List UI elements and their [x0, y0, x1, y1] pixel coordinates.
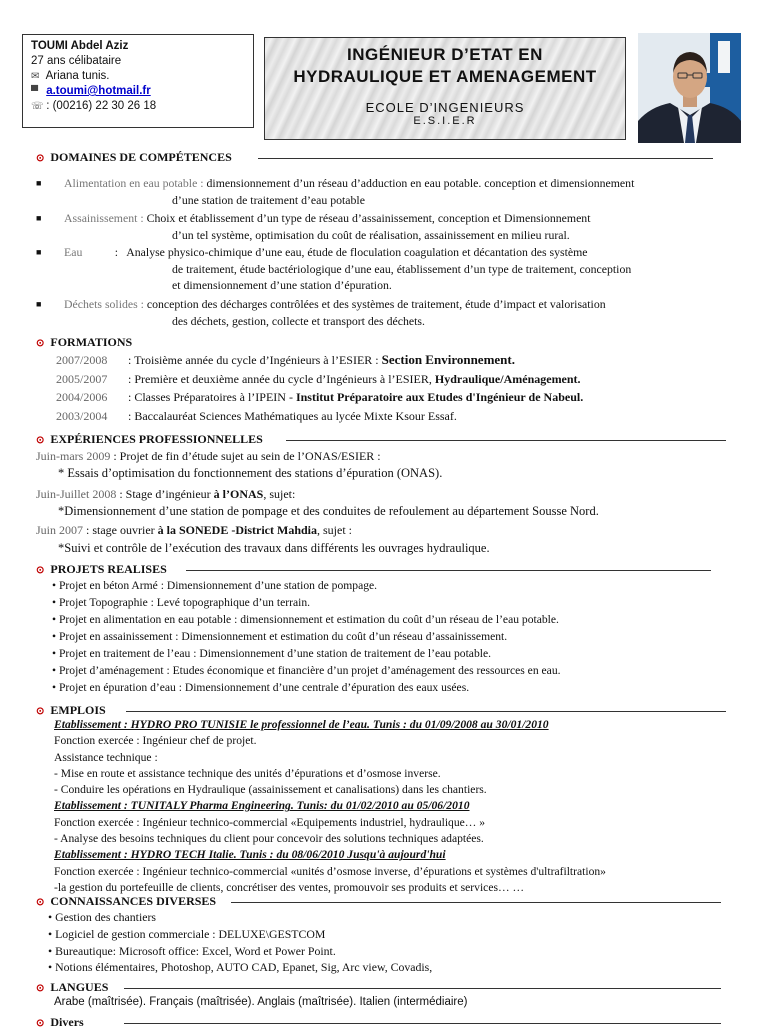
formation-row [56, 372, 581, 388]
domain-label: Eau [64, 245, 83, 259]
employment-line: - Conduire les opérations en Hydraulique (assainissement et canalisations) dans les chantiers. [54, 783, 487, 797]
address-text: Ariana tunis. [45, 70, 110, 82]
envelope-icon: ✉ [31, 71, 40, 82]
employer-heading: Etablissement : HYDRO PRO TUNISIE le professionnel de l’eau. Tunis : du 01/09/2008 au 30/01/2010 [54, 718, 549, 731]
formation-highlight: Institut Préparatoire aux Etudes d'Ingénieur de Nabeul. [295, 390, 584, 404]
formation-text: : Troisième année du cycle d’Ingénieurs à l’ESIER : [128, 353, 382, 367]
formation-text: : Première et deuxième année du cycle d’Ingénieurs à l’ESIER, [128, 372, 435, 386]
section-formations [36, 335, 132, 349]
list-item: • Projet en épuration d’eau : Dimensionnement d’une centrale d’épuration des eaux usées. [52, 681, 470, 694]
section-title: Divers [50, 1015, 84, 1029]
domain-item [36, 210, 736, 243]
square-bullet-icon: ■ [36, 213, 42, 223]
school-abbr: E.S.I.E.R [413, 115, 477, 127]
section-experiences [36, 432, 736, 446]
formation-text: : Classes Préparatoires à l’IPEIN - [128, 390, 296, 404]
experience-row [36, 487, 295, 502]
languages-text: Arabe (maîtrisée). Français (maîtrisée). Anglais (maîtrisée). Italien (intermédiaire) [54, 996, 468, 1008]
experience-row [36, 523, 352, 538]
employment-line: -la gestion du portefeuille de clients, concrétiser des ventes, promouvoir ses produits et services… … [54, 880, 525, 894]
projects-list [52, 577, 561, 696]
section-bullet-icon: ⊙ [36, 897, 45, 908]
section-bullet-icon: ⊙ [36, 983, 45, 994]
list-item: • Projet en alimentation en eau potable : dimensionnement et estimation du coût d’un réseau de l’eau potable. [52, 613, 559, 626]
section-connaissances [36, 894, 726, 908]
experience-text: : stage ouvrier [83, 523, 158, 537]
formation-highlight: Hydraulique/Aménagement. [434, 372, 581, 386]
employment-list [54, 717, 606, 896]
section-bullet-icon: ⊙ [36, 435, 45, 446]
domain-label: Alimentation en eau potable : [64, 176, 204, 190]
address-line [31, 69, 245, 84]
title-box [264, 37, 626, 140]
experience-detail: *Dimensionnement d’une station de pompage et des conduites de refoulement au département Sousse Nord. [58, 504, 599, 518]
section-projets [36, 562, 716, 576]
section-langues [36, 980, 726, 994]
employment-line: Fonction exercée : Ingénieur chef de projet. [54, 734, 257, 748]
formation-row [56, 352, 515, 368]
formation-year: 2005/2007 [56, 372, 108, 386]
domain-text: Choix et établissement d’un type de réseau d’assainissement, conception et Dimensionnement [143, 211, 591, 225]
domain-item [36, 296, 736, 329]
experience-row [36, 449, 381, 464]
phone-line [31, 99, 245, 114]
list-item: • Projet en traitement de l’eau : Dimensionnement d’une station de traitement de l’eau potable. [52, 647, 492, 660]
section-title: FORMATIONS [50, 335, 133, 349]
formation-text: : Baccalauréat Sciences Mathématiques au lycée Mixte Ksour Essaf. [128, 409, 457, 423]
employer-heading: Etablissement : HYDRO TECH Italie. Tunis : du 08/06/2010 Jusqu'à aujourd'hui [54, 848, 446, 862]
section-title: CONNAISSANCES DIVERSES [50, 894, 217, 908]
section-title: EXPÉRIENCES PROFESSIONNELLES [50, 432, 263, 446]
job-title-line2: HYDRAULIQUE ET AMENAGEMENT [293, 67, 597, 86]
email-link[interactable]: a.toumi@hotmail.fr [46, 85, 151, 97]
school-name: ECOLE D’INGENIEURS [365, 100, 525, 115]
employment-line: - Analyse des besoins techniques du client pour concevoir des solutions techniques adaptées. [54, 832, 484, 846]
domain-text-cont: d’une station de traitement d’eau potable [172, 192, 365, 207]
section-rule [258, 158, 713, 159]
list-item: • Projet Topographie : Levé topographique d’un terrain. [52, 596, 311, 609]
domain-line [64, 175, 736, 192]
list-item: • Projet en béton Armé : Dimensionnement d’une station de pompage. [52, 579, 378, 592]
square-bullet-icon: ■ [36, 178, 42, 188]
list-item: • Bureautique: Microsoft office: Excel, Word et Power Point. [48, 943, 336, 958]
phone-text: : (00216) 22 30 26 18 [46, 100, 157, 112]
square-bullet-icon: ■ [36, 247, 42, 257]
skills-list [48, 909, 432, 976]
experience-period: Juin-Juillet 2008 [36, 487, 117, 501]
experience-text: : Projet de fin d’étude sujet au sein de l’ONAS/ESIER : [110, 449, 381, 463]
section-bullet-icon: ⊙ [36, 153, 45, 164]
domain-text: conception des décharges contrôlées et des systèmes de traitement, étude d’impact et valorisation [143, 297, 606, 311]
employment-line: Assistance technique : [54, 750, 158, 764]
job-title [265, 44, 625, 88]
domain-text-cont: de traitement, étude bactériologique d’une eau, établissement d’un type de traitement, conception [172, 261, 632, 276]
section-bullet-icon: ⊙ [36, 1018, 45, 1029]
computer-icon: ▀ [31, 86, 39, 97]
section-rule [124, 988, 721, 989]
square-bullet-icon: ■ [36, 299, 42, 309]
experience-company: à l’ONAS [213, 487, 264, 501]
employer-heading: Etablissement : TUNITALY Pharma Engineering. Tunis: du 01/02/2010 au 05/06/2010 [54, 799, 470, 813]
domain-text-cont: des déchets, gestion, collecte et transport des déchets. [172, 313, 425, 328]
section-bullet-icon: ⊙ [36, 338, 45, 349]
section-bullet-icon: ⊙ [36, 706, 45, 717]
domain-label: Déchets solides : [64, 297, 144, 311]
employment-line: - Mise en route et assistance technique des unités d’épurations et d’osmose inverse. [54, 766, 441, 780]
employment-line: Fonction exercée : Ingénieur technico-commercial «Equipements industriel, hydraulique… » [54, 815, 486, 829]
list-item: • Notions élémentaires, Photoshop, AUTO CAD, Epanet, Sig, Arc view, Covadis, [48, 960, 433, 975]
section-rule [186, 570, 711, 571]
section-rule [126, 711, 726, 712]
domain-line [64, 210, 736, 227]
job-title-line1: INGÉNIEUR D’ETAT EN [347, 45, 543, 64]
formation-year: 2003/2004 [56, 409, 108, 423]
phone-icon: ☏ [31, 101, 44, 112]
section-rule [286, 440, 726, 441]
formation-row [56, 409, 457, 425]
formation-year: 2007/2008 [56, 353, 108, 367]
domain-item [36, 175, 736, 208]
domain-text: : Analyse physico-chimique d’une eau, étude de floculation coagulation et décantation des système [82, 245, 588, 259]
candidate-name: TOUMI Abdel Aziz [31, 40, 129, 52]
formation-row [56, 390, 583, 406]
section-title: LANGUES [50, 980, 109, 994]
domain-line [64, 296, 736, 313]
experience-detail: * Essais d’optimisation du fonctionnement des stations d’épuration (ONAS). [58, 466, 443, 480]
experience-period: Juin-mars 2009 [36, 449, 111, 463]
formation-year: 2004/2006 [56, 390, 108, 404]
experience-company: à la SONEDE -District Mahdia [157, 523, 318, 537]
experience-text: : Stage d’ingénieur [116, 487, 214, 501]
age-status: 27 ans célibataire [31, 55, 122, 67]
list-item: • Logiciel de gestion commerciale : DELUXE\GESTCOM [48, 926, 326, 941]
section-bullet-icon: ⊙ [36, 565, 45, 576]
profile-photo [638, 33, 741, 143]
domain-item [36, 244, 736, 294]
section-title: DOMAINES DE COMPÉTENCES [50, 150, 232, 164]
list-item: • Projet en assainissement : Dimensionnement et estimation du coût d’un réseau d’assainissement. [52, 630, 508, 643]
section-rule [231, 902, 721, 903]
domain-text-cont: et dimensionnement d’une station d’épuration. [172, 278, 392, 292]
section-domaines [36, 150, 716, 164]
employment-line: Fonction exercée : Ingénieur technico-commercial «unités d’osmose inverse, d’épurations et systèmes d'ultrafiltration» [54, 864, 606, 878]
experience-detail: *Suivi et contrôle de l’exécution des travaux dans différents les ouvrages hydraulique. [58, 541, 490, 555]
domain-text: dimensionnement d’un réseau d’adduction en eau potable. conception et dimensionnement [203, 176, 635, 190]
experience-text: , sujet : [317, 523, 353, 537]
experience-text: , sujet: [263, 487, 296, 501]
domain-line [64, 244, 736, 261]
email-line [31, 84, 245, 99]
section-emplois [36, 703, 736, 717]
list-item: • Projet d’aménagement : Etudes économique et financière d’un projet d’aménagement des ressources en eau. [52, 664, 561, 677]
section-title: PROJETS REALISES [50, 562, 167, 576]
section-title: EMPLOIS [50, 703, 106, 717]
contact-box [22, 34, 254, 128]
section-divers [36, 1015, 726, 1029]
list-item: • Gestion des chantiers [48, 910, 156, 924]
experience-period: Juin 2007 [36, 523, 84, 537]
domain-label: Assainissement : [64, 211, 144, 225]
formation-highlight: Section Environnement. [381, 352, 515, 367]
domain-text-cont: d’un tel système, optimisation du coût de réalisation, assainissement en milieu rural. [172, 227, 570, 242]
